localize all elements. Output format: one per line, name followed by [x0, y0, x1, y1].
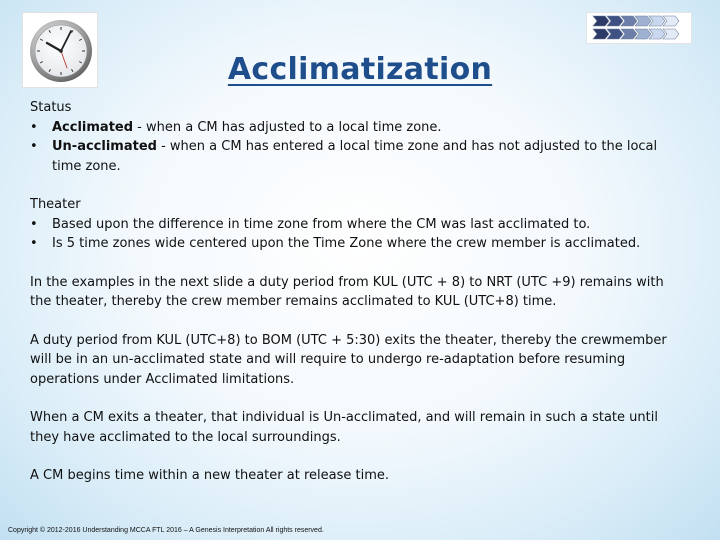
theater-heading: Theater: [30, 197, 81, 212]
theater-item: [30, 215, 680, 235]
bullet-icon: •: [30, 216, 38, 232]
theater-item: [30, 234, 680, 254]
bullet-icon: •: [30, 119, 38, 135]
copyright-footer: Copyright © 2012-2016 Understanding MCCA FTL 2016 – A Genesis Interpretation All rights reserved.: [8, 527, 324, 534]
paragraph-release: A CM begins time within a new theater at release time.: [30, 468, 389, 483]
status-definition: - when a CM has adjusted to a local time zone.: [133, 119, 442, 135]
theater-item-text: Is 5 time zones wide centered upon the Time Zone where the crew member is acclimated.: [52, 236, 641, 251]
status-heading: Status: [30, 100, 72, 115]
chevron-arrows-icon: [587, 13, 691, 43]
status-definition: - when a CM has entered a local time zone and has not adjusted to the local time zone.: [52, 139, 658, 174]
paragraph-exit: A duty period from KUL (UTC+8) to BOM (UTC + 5:30) exits the theater, thereby the crewmember will be in an un-acclimated state and will require to undergo re-adaptation before resuming operations under Acclimated limitations.: [30, 332, 667, 387]
status-term: Acclimated: [52, 119, 134, 135]
theater-item-text: Based upon the difference in time zone from where the CM was last acclimated to.: [52, 216, 591, 232]
status-item-acclimated: [30, 118, 680, 138]
bullet-icon: •: [30, 236, 38, 251]
chevron-image: [586, 12, 692, 44]
slide-content: [30, 98, 680, 486]
status-term: Un-acclimated: [52, 139, 157, 154]
paragraph-example: In the examples in the next slide a duty period from KUL (UTC + 8) to NRT (UTC +9) remains with the theater, thereby the crew member remains acclimated to KUL (UTC+8) time.: [30, 274, 664, 309]
page-title-text: Acclimatization: [227, 52, 493, 87]
status-item-unacclimated: [30, 137, 680, 176]
paragraph-unacclimated: When a CM exits a theater, that individual is Un-acclimated, and will remain in such a state until they have acclimated to the local surroundings.: [30, 410, 658, 445]
page-title: [0, 52, 720, 87]
bullet-icon: •: [30, 139, 38, 154]
